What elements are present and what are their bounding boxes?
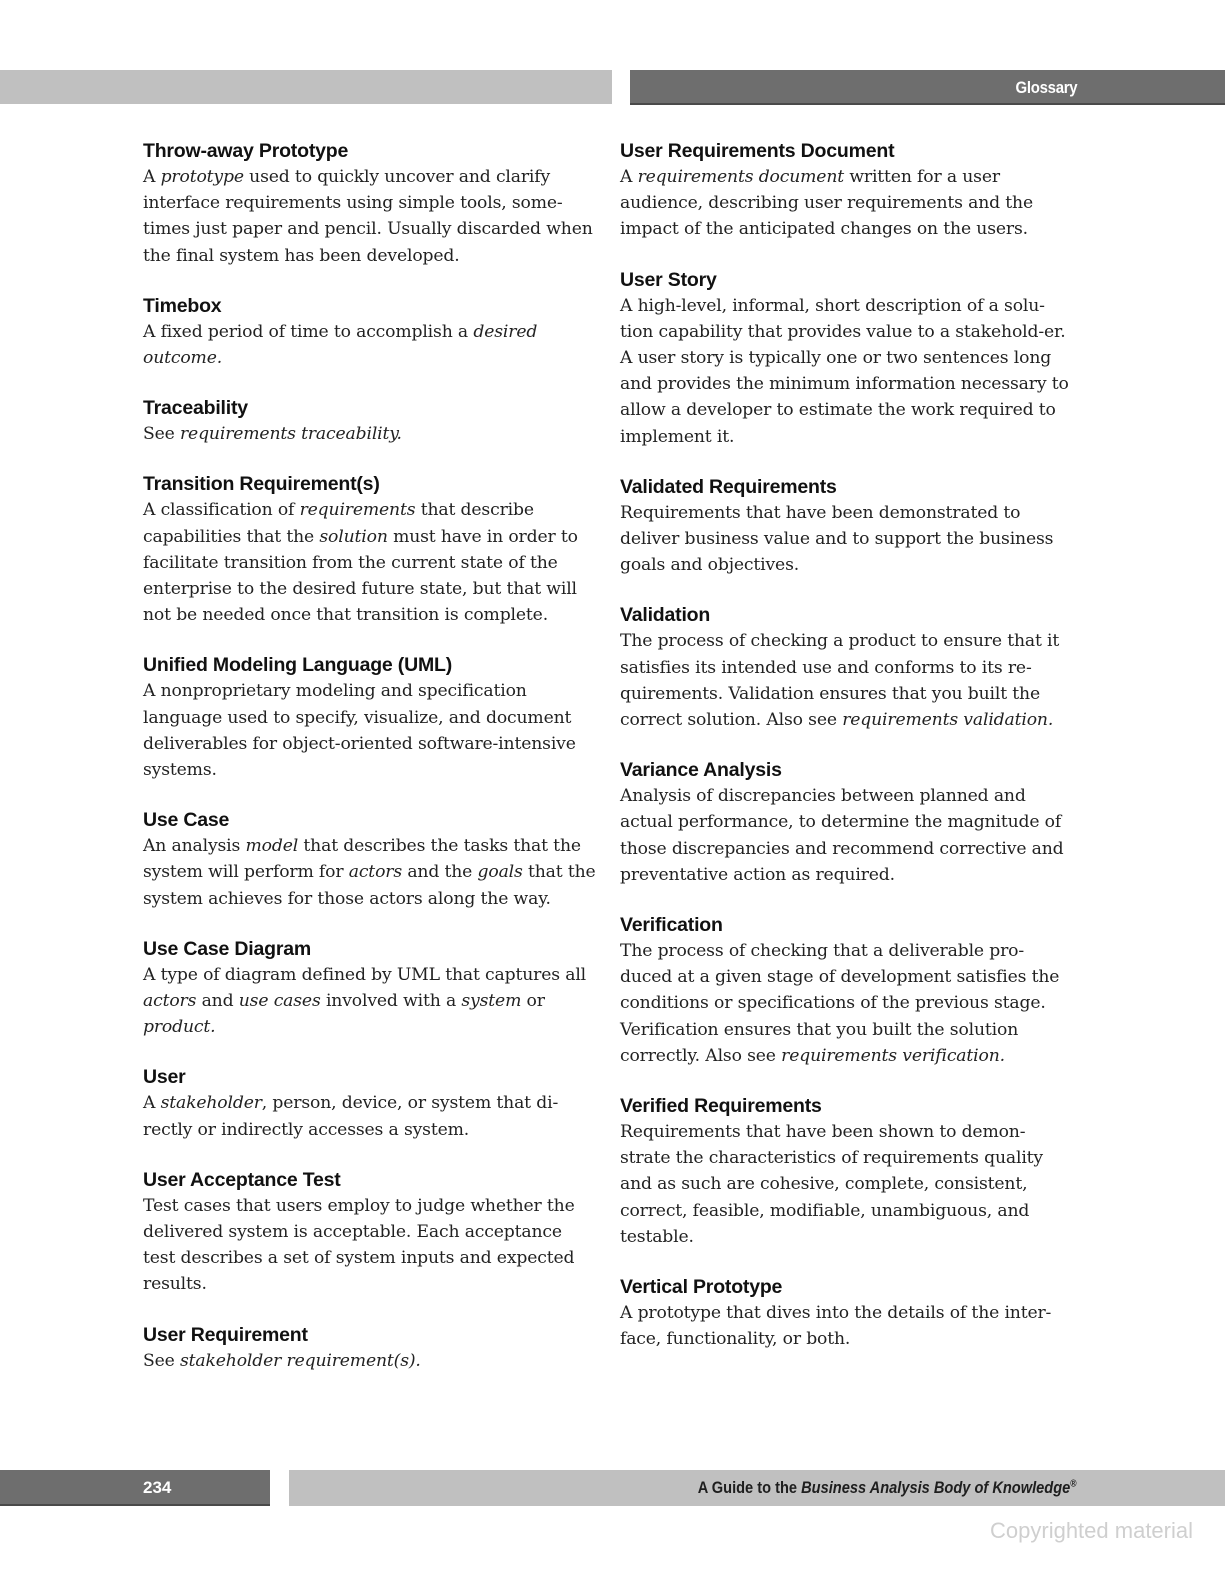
glossary-definition <box>143 421 598 447</box>
definition-text: The process of checking that a deliverable pro-duced at a given stage of development satisfies the conditions or specifications of the previous stage. Verification ensures that you built the solution correctly. Also see <box>620 941 1060 1066</box>
definition-italic-text: actors <box>143 991 197 1012</box>
definition-text: and the <box>402 862 478 883</box>
copyright-watermark: Copyrighted material <box>990 1518 1193 1543</box>
glossary-term: User <box>143 1066 186 1089</box>
glossary-column-left <box>143 138 598 1398</box>
header-bar-right <box>630 70 1225 105</box>
glossary-entry <box>143 395 598 447</box>
glossary-term: Throw-away Prototype <box>143 140 349 162</box>
registered-mark: ® <box>1070 1478 1077 1490</box>
glossary-term: User Acceptance Test <box>143 1168 341 1191</box>
definition-text: An analysis <box>143 836 246 857</box>
definition-text: must have in order to facilitate transition from the current state of the enterprise to the desired future state, but that will not be needed once that transition is complete. <box>143 526 578 626</box>
definition-text: A nonproprietary modeling and specification language used to specify, visualize, and document deliverables for object-oriented software-intensive systems. <box>143 681 576 781</box>
glossary-entry <box>143 1322 598 1374</box>
definition-text: A <box>143 1093 161 1114</box>
glossary-entry <box>620 912 1075 1069</box>
glossary-entry <box>620 1093 1075 1250</box>
glossary-term: User Requirement <box>143 1323 308 1346</box>
definition-text: involved with a <box>320 991 462 1012</box>
glossary-term: Validated Requirements <box>620 475 837 498</box>
definition-text: A prototype that dives into the details of the inter-face, functionality, or both. <box>620 1303 1052 1350</box>
definition-text: Test cases that users employ to judge whether the delivered system is acceptable. Each acceptance test describes a set of system inputs and expected results. <box>143 1195 575 1295</box>
definition-text: that describes the tasks that the system will perform for <box>143 836 581 883</box>
glossary-definition <box>620 628 1075 733</box>
glossary-term: Use Case <box>143 809 230 832</box>
definition-italic-text: stakeholder requirement(s). <box>179 1350 421 1371</box>
glossary-term: Unified Modeling Language (UML) <box>143 654 453 677</box>
glossary-definition <box>620 500 1075 579</box>
glossary-definition <box>143 962 598 1041</box>
definition-text: used to quickly uncover and clarify interface requirements using simple tools, some-times just paper and pencil. Usually discarded when the final system has been developed. <box>143 167 593 266</box>
glossary-definition <box>143 319 598 371</box>
glossary-term: Validation <box>620 604 711 627</box>
definition-text: A high-level, informal, short description of a solu-tion capability that provides value to a stakehold-er. A user story is typically one or two sentences long and provides the minimum information necessary to allow a developer to estimate the work required to implement it. <box>620 295 1069 447</box>
definition-italic-text: model <box>245 836 299 857</box>
definition-italic-text: actors <box>348 862 402 883</box>
definition-italic-text: goals <box>477 862 523 883</box>
running-footer-title <box>698 1478 1077 1498</box>
definition-italic-text: requirements validation. <box>842 710 1054 731</box>
glossary-entry <box>143 652 598 783</box>
header-bar-left <box>0 70 612 104</box>
definition-text: that describe capabilities that the <box>143 500 534 547</box>
definition-italic-text: solution <box>319 526 388 547</box>
definition-text: Analysis of discrepancies between planned and actual performance, to determine the magnitude of those discrepancies and recommend corrective and preventative action as required. <box>620 786 1064 885</box>
glossary-entry <box>143 1167 598 1298</box>
glossary-term: User Story <box>620 268 717 291</box>
definition-italic-text: requirements verification. <box>781 1045 1005 1066</box>
definition-text: or <box>521 991 545 1012</box>
definition-text: A type of diagram defined by UML that captures all <box>143 964 587 985</box>
glossary-definition <box>620 293 1075 450</box>
glossary-entry <box>143 293 598 371</box>
definition-text: Requirements that have been shown to demon-strate the characteristics of requirements quality and as such are cohesive, complete, consistent, correct, feasible, modifiable, unambiguous, and testable. <box>620 1122 1043 1247</box>
definition-text: and <box>196 991 239 1012</box>
glossary-definition <box>620 164 1075 243</box>
glossary-term: Vertical Prototype <box>620 1276 783 1299</box>
definition-text: written for a user audience, describing user requirements and the impact of the anticipated changes on the users. <box>620 167 1033 240</box>
definition-text: A classification of <box>143 500 300 521</box>
footer-book-title: Business Analysis Body of Knowledge <box>801 1478 1071 1497</box>
glossary-term: Verified Requirements <box>620 1095 822 1118</box>
glossary-entry <box>143 471 598 628</box>
glossary-term: Timebox <box>143 294 222 317</box>
glossary-definition <box>143 164 598 269</box>
footer-bar-left <box>0 1470 270 1506</box>
glossary-term: Transition Requirement(s) <box>143 473 380 496</box>
glossary-entry <box>143 936 598 1041</box>
glossary-entry <box>620 757 1075 888</box>
definition-text: that the system achieves for those actors along the way. <box>143 862 596 909</box>
footer-title-prefix: A Guide to the <box>698 1478 802 1497</box>
definition-text: A fixed period of time to accomplish a <box>143 321 474 342</box>
glossary-definition <box>143 678 598 783</box>
glossary-entry <box>620 138 1075 243</box>
definition-italic-text: use cases <box>238 991 321 1012</box>
glossary-definition <box>143 833 598 912</box>
glossary-entry <box>620 602 1075 733</box>
glossary-definition <box>143 1090 598 1142</box>
definition-text: Requirements that have been demonstrated to deliver business value and to support the business goals and objectives. <box>620 502 1054 576</box>
glossary-definition <box>620 1119 1075 1250</box>
glossary-entry <box>143 138 598 269</box>
glossary-definition <box>143 1348 598 1374</box>
page-number: 234 <box>143 1478 172 1497</box>
glossary-definition <box>620 938 1075 1069</box>
glossary-term: User Requirements Document <box>620 140 895 162</box>
definition-text: A <box>620 167 638 187</box>
glossary-term: Traceability <box>143 397 248 420</box>
definition-italic-text: prototype <box>160 167 244 187</box>
definition-text: , person, device, or system that di-rectly or indirectly accesses a system. <box>143 1093 559 1140</box>
glossary-definition <box>620 783 1075 888</box>
glossary-definition <box>620 1300 1075 1352</box>
glossary-entry <box>143 807 598 912</box>
glossary-definition <box>143 1193 598 1298</box>
definition-italic-text: stakeholder <box>160 1093 262 1114</box>
glossary-entry <box>620 267 1075 450</box>
footer-bar-right <box>289 1470 1225 1506</box>
glossary-definition <box>143 497 598 628</box>
definition-italic-text: requirements document <box>637 167 844 187</box>
glossary-entry <box>620 474 1075 579</box>
definition-text: The process of checking a product to ensure that it satisfies its intended use and conforms to its re-quirements. Validation ensures that you built the correct solution. Also see <box>620 631 1060 731</box>
glossary-entry <box>143 1064 598 1142</box>
definition-text: See <box>143 424 180 445</box>
definition-italic-text: product. <box>143 1017 216 1038</box>
glossary-term: Verification <box>620 914 723 937</box>
glossary-entry <box>620 1274 1075 1352</box>
glossary-term: Use Case Diagram <box>143 937 312 960</box>
definition-text: See <box>143 1350 180 1371</box>
glossary-column-right <box>620 138 1075 1377</box>
definition-italic-text: desired outcome. <box>143 321 538 369</box>
definition-text: A <box>143 167 161 187</box>
running-header-title: Glossary <box>1015 78 1077 97</box>
definition-italic-text: requirements <box>299 500 416 521</box>
definition-italic-text: requirements traceability. <box>179 424 402 445</box>
definition-italic-text: system <box>461 991 522 1012</box>
glossary-term: Variance Analysis <box>620 759 782 782</box>
